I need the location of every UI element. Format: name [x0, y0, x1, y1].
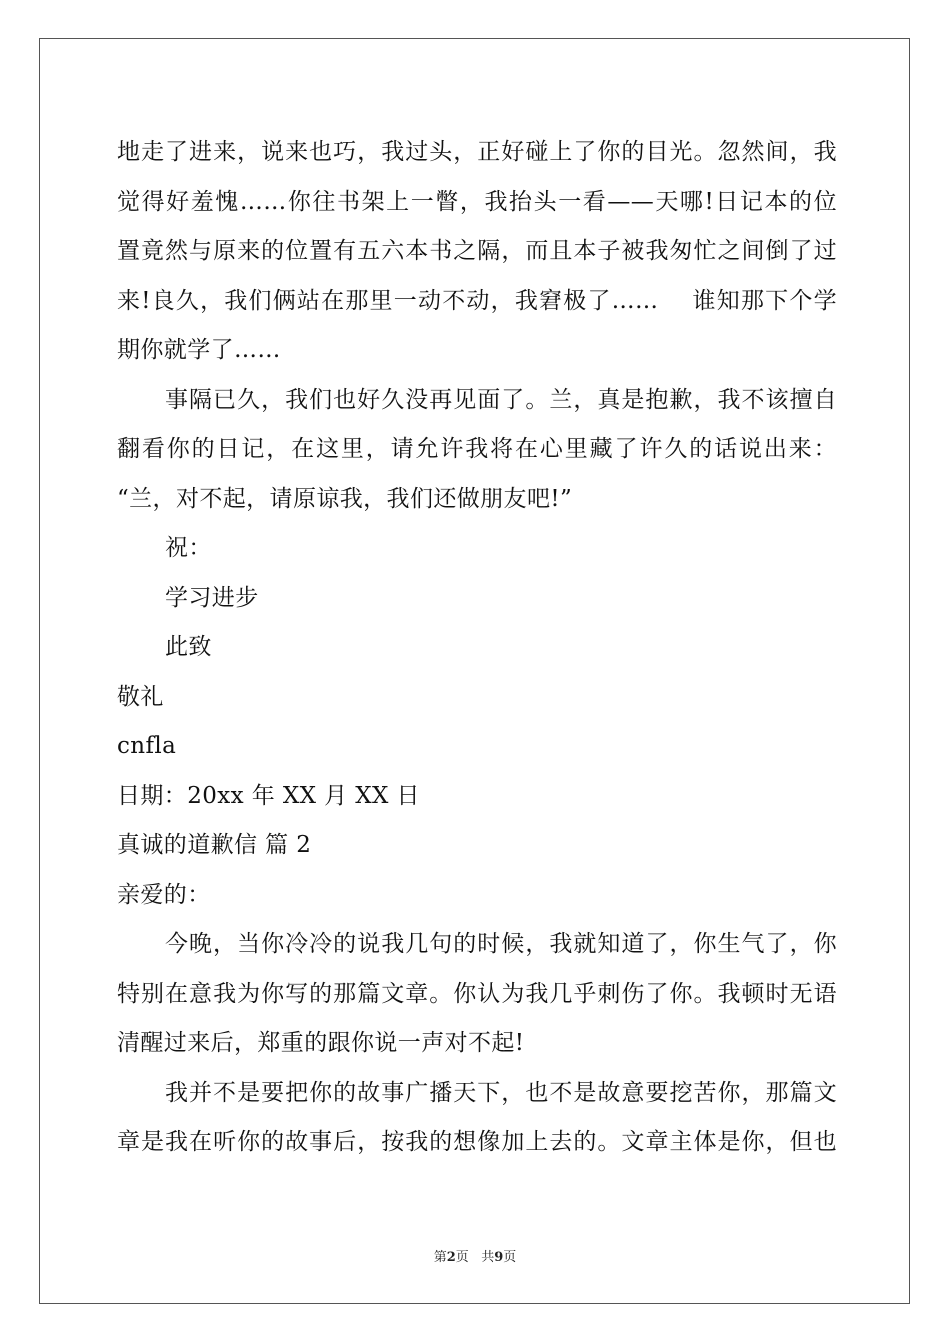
closing-respect: 敬礼 [117, 683, 164, 710]
paragraph-line: 觉得好羞愧……你往书架上一瞥，我抬头一看——天哪!日记本的位 [117, 188, 837, 215]
greeting: 亲爱的： [117, 881, 211, 908]
paragraph-line: 置竟然与原来的位置有五六本书之隔，而且本子被我匆忙之间倒了过 [117, 238, 837, 264]
current-page-number: 2 [446, 1250, 456, 1265]
page-footer [0, 1246, 950, 1265]
total-suffix: 页 [503, 1250, 517, 1265]
section-title: 真诚的道歉信 篇 2 [117, 832, 312, 858]
paragraph-line: 期你就学了…… [117, 337, 281, 363]
total-prefix: 共 [481, 1250, 495, 1265]
paragraph-line: 我并不是要把你的故事广播天下，也不是故意要挖苦你，那篇文 [165, 1079, 837, 1106]
signature: cnfla [117, 733, 177, 759]
paragraph-line: 清醒过来后，郑重的跟你说一声对不起! [117, 1030, 525, 1056]
paragraph-line: 翻看你的日记，在这里，请允许我将在心里藏了许久的话说出来： [117, 436, 837, 462]
closing-salutation: 此致 [165, 634, 212, 660]
paragraph-line: 章是我在听你的故事后，按我的想像加上去的。文章主体是你，但也 [117, 1129, 837, 1155]
closing-wish-text: 学习进步 [165, 584, 259, 611]
date-line: 日期：20xx 年 XX 月 XX 日 [117, 782, 420, 809]
paragraph-line: 今晚，当你冷冷的说我几句的时候，我就知道了，你生气了，你 [165, 931, 837, 957]
paragraph-line: 事隔已久，我们也好久没再见面了。兰，真是抱歉，我不该擅自 [165, 386, 837, 413]
total-page-number: 9 [494, 1250, 504, 1265]
paragraph-line: 特别在意我为你写的那篇文章。你认为我几乎刺伤了你。我顿时无语 [117, 980, 837, 1007]
paragraph-line: 地走了进来，说来也巧，我过头，正好碰上了你的目光。忽然间，我 [117, 139, 837, 165]
closing-wish: 祝： [165, 535, 212, 561]
page-prefix: 第 [433, 1250, 447, 1265]
paragraph-line: “兰，对不起，请原谅我，我们还做朋友吧!” [117, 485, 573, 512]
page-suffix: 页 [455, 1250, 469, 1265]
paragraph-line: 来!良久，我们俩站在那里一动不动，我窘极了…… 谁知那下个学 [117, 287, 837, 314]
document-body [117, 128, 837, 1168]
